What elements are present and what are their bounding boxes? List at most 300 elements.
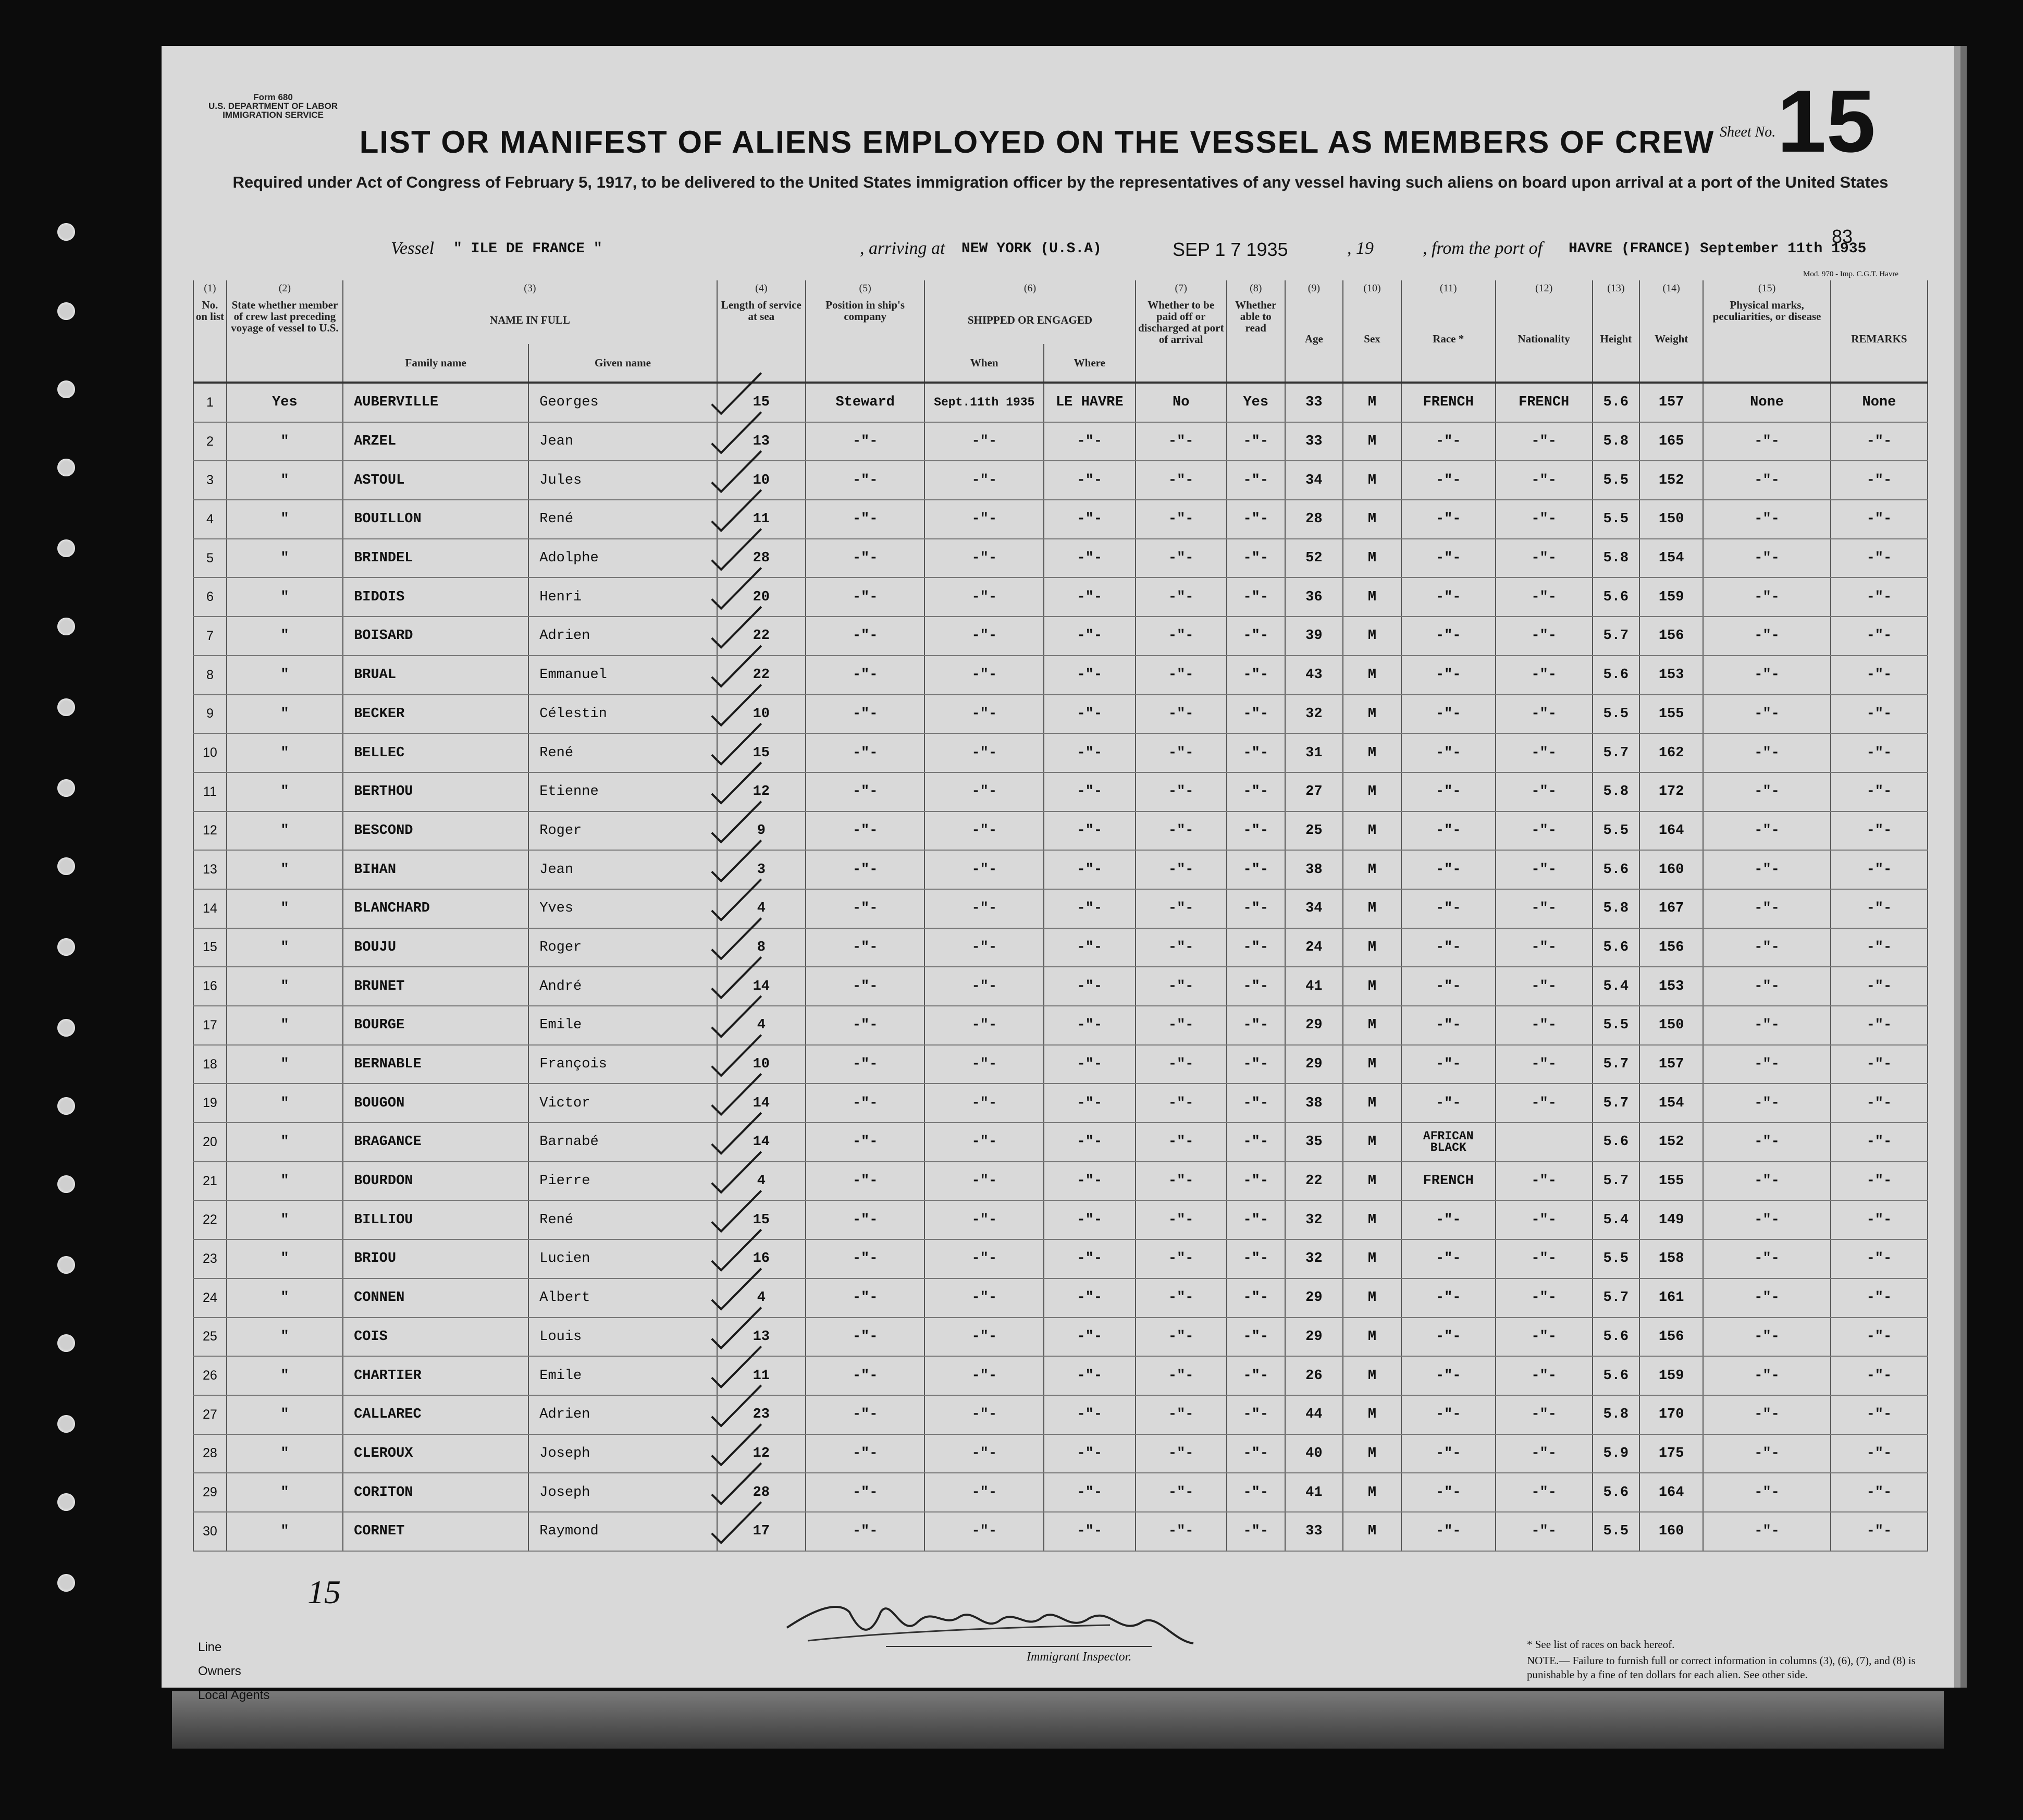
race-cell: -"- [1401,695,1496,734]
age-cell: 33 [1285,383,1343,422]
race-cell: -"- [1401,617,1496,656]
col-num: (8) [1227,280,1285,296]
binder-hole [57,1097,75,1115]
position-cell: -"- [806,461,925,500]
service-length-cell: 23 [717,1395,806,1434]
service-length-cell: 15 [717,733,806,772]
paid-off-cell: -"- [1136,656,1227,695]
shipped-when-cell: -"- [924,500,1044,539]
service-length-cell: 9 [717,811,806,851]
family-name-cell: COIS [343,1318,528,1357]
physical-marks-cell: -"- [1703,461,1831,500]
given-name-cell: Barnabé [528,1123,717,1162]
remarks-cell: -"- [1831,617,1928,656]
nationality-cell: FRENCH [1496,383,1593,422]
shipped-where-cell: -"- [1044,772,1135,811]
paid-off-cell: -"- [1136,811,1227,851]
weight-cell: 162 [1639,733,1703,772]
binder-hole [57,1574,75,1592]
remarks-cell: -"- [1831,772,1928,811]
binder-hole [57,380,75,398]
position-cell: -"- [806,617,925,656]
table-row [193,1473,1928,1512]
position-cell: -"- [806,1473,925,1512]
position-cell: -"- [806,1006,925,1045]
local-agents-label: Local Agents [198,1688,270,1702]
paid-off-cell: -"- [1136,500,1227,539]
race-cell: -"- [1401,656,1496,695]
service-length-cell: 16 [717,1239,806,1278]
height-cell: 5.6 [1593,656,1639,695]
shipped-where-cell: -"- [1044,733,1135,772]
shipped-where-cell: -"- [1044,1084,1135,1123]
family-name-cell: BOUJU [343,928,528,967]
given-name-cell: Joseph [528,1473,717,1512]
remarks-cell: -"- [1831,577,1928,617]
age-cell: 36 [1285,577,1343,617]
nationality-cell: -"- [1496,695,1593,734]
family-name-cell: BELLEC [343,733,528,772]
paid-off-cell: -"- [1136,617,1227,656]
race-cell: FRENCH [1401,1162,1496,1201]
paid-off-cell: -"- [1136,422,1227,461]
race-cell: -"- [1401,1395,1496,1434]
shipped-when-cell: -"- [924,928,1044,967]
height-cell: 5.4 [1593,967,1639,1006]
nationality-cell: -"- [1496,1006,1593,1045]
nationality-cell: -"- [1496,422,1593,461]
sex-cell: M [1343,1434,1401,1473]
sex-cell: M [1343,889,1401,928]
column-number-row [193,280,1928,296]
underlying-pages [172,1691,1944,1749]
position-cell: -"- [806,772,925,811]
member-state-cell: " [227,1084,343,1123]
owners-label: Owners [198,1664,241,1678]
member-state-cell: " [227,577,343,617]
nationality-cell: -"- [1496,1473,1593,1512]
binder-hole [57,223,75,241]
table-row [193,1123,1928,1162]
row-number-cell: 2 [193,422,227,461]
sex-cell: M [1343,733,1401,772]
shipped-when-cell: -"- [924,1278,1044,1318]
height-cell: 5.5 [1593,811,1639,851]
row-number-cell: 29 [193,1473,227,1512]
height-cell: 5.7 [1593,1084,1639,1123]
remarks-cell: -"- [1831,1084,1928,1123]
given-name-cell: Emile [528,1006,717,1045]
binder-hole [57,618,75,635]
nationality-cell: -"- [1496,733,1593,772]
col-num: (7) [1136,280,1227,296]
weight-cell: 156 [1639,617,1703,656]
able-read-cell: -"- [1227,1162,1285,1201]
table-row [193,772,1928,811]
shipped-where-cell: -"- [1044,1434,1135,1473]
able-read-cell: -"- [1227,656,1285,695]
age-cell: 43 [1285,656,1343,695]
row-number-cell: 30 [193,1512,227,1551]
nationality-cell: -"- [1496,811,1593,851]
physical-marks-cell: -"- [1703,1512,1831,1551]
physical-marks-cell: -"- [1703,1045,1831,1084]
given-name-cell: Victor [528,1084,717,1123]
physical-marks-cell: -"- [1703,1434,1831,1473]
remarks-cell: -"- [1831,967,1928,1006]
height-cell: 5.6 [1593,1318,1639,1357]
table-row [193,1434,1928,1473]
race-cell: -"- [1401,500,1496,539]
weight-cell: 157 [1639,383,1703,422]
row-number-cell: 21 [193,1162,227,1201]
able-read-cell: -"- [1227,422,1285,461]
shipped-when-cell: -"- [924,733,1044,772]
sex-cell: M [1343,695,1401,734]
header-sex: Sex [1343,296,1401,383]
vessel-label: Vessel [391,239,435,258]
remarks-cell: -"- [1831,850,1928,889]
member-state-cell: " [227,1162,343,1201]
service-length-cell: 10 [717,1045,806,1084]
position-cell: -"- [806,656,925,695]
service-length-cell: 17 [717,1512,806,1551]
height-cell: 5.6 [1593,928,1639,967]
position-cell: -"- [806,1356,925,1395]
paid-off-cell: No [1136,383,1227,422]
weight-cell: 150 [1639,500,1703,539]
sheet-number-label: Sheet No. [1720,124,1776,140]
member-state-cell: " [227,500,343,539]
position-cell: -"- [806,1200,925,1239]
form-number: Form 680 [253,92,293,102]
height-cell: 5.4 [1593,1200,1639,1239]
able-read-cell: -"- [1227,1356,1285,1395]
shipped-where-cell: -"- [1044,1318,1135,1357]
service-length-cell: 12 [717,1434,806,1473]
nationality-cell: -"- [1496,1512,1593,1551]
physical-marks-cell: -"- [1703,1318,1831,1357]
given-name-cell: Yves [528,889,717,928]
service-length-cell: 10 [717,461,806,500]
physical-marks-cell: -"- [1703,1123,1831,1162]
weight-cell: 172 [1639,772,1703,811]
sex-cell: M [1343,539,1401,578]
binder-hole [57,1334,75,1352]
shipped-where-cell: -"- [1044,1123,1135,1162]
able-read-cell: -"- [1227,500,1285,539]
col-num: (3) [343,280,717,296]
row-number-cell: 8 [193,656,227,695]
paid-off-cell: -"- [1136,1084,1227,1123]
row-number-cell: 3 [193,461,227,500]
weight-cell: 170 [1639,1395,1703,1434]
paid-off-cell: -"- [1136,1006,1227,1045]
race-cell: -"- [1401,461,1496,500]
remarks-cell: -"- [1831,1278,1928,1318]
service-length-cell: 4 [717,1162,806,1201]
table-row [193,617,1928,656]
service-length-cell: 12 [717,772,806,811]
remarks-cell: None [1831,383,1928,422]
table-row [193,1162,1928,1201]
row-number-cell: 23 [193,1239,227,1278]
paid-off-cell: -"- [1136,1356,1227,1395]
member-state-cell: " [227,422,343,461]
row-number-cell: 25 [193,1318,227,1357]
shipped-where-cell: -"- [1044,422,1135,461]
physical-marks-cell: -"- [1703,928,1831,967]
nationality-cell: -"- [1496,1084,1593,1123]
shipped-where-cell: -"- [1044,1473,1135,1512]
nationality-cell: -"- [1496,1434,1593,1473]
sex-cell: M [1343,577,1401,617]
sex-cell: M [1343,1356,1401,1395]
weight-cell: 167 [1639,889,1703,928]
table-row [193,539,1928,578]
family-name-cell: CORNET [343,1512,528,1551]
sex-cell: M [1343,811,1401,851]
age-cell: 31 [1285,733,1343,772]
able-read-cell: -"- [1227,617,1285,656]
given-name-cell: Emmanuel [528,656,717,695]
race-cell: AFRICAN BLACK [1401,1123,1496,1162]
shipped-when-cell: -"- [924,577,1044,617]
paid-off-cell: -"- [1136,1162,1227,1201]
header-when: When [924,344,1044,383]
inspector-signature [776,1591,1245,1654]
header-family-name: Family name [343,344,528,383]
position-cell: -"- [806,1162,925,1201]
row-number-cell: 19 [193,1084,227,1123]
paid-off-cell: -"- [1136,1473,1227,1512]
service-length-cell: 22 [717,617,806,656]
weight-cell: 164 [1639,811,1703,851]
member-state-cell: " [227,656,343,695]
sex-cell: M [1343,1200,1401,1239]
position-cell: -"- [806,811,925,851]
sex-cell: M [1343,1473,1401,1512]
given-name-cell: René [528,500,717,539]
given-name-cell: Raymond [528,1512,717,1551]
shipped-when-cell: -"- [924,1356,1044,1395]
shipped-when-cell: -"- [924,772,1044,811]
shipped-where-cell: -"- [1044,967,1135,1006]
paid-off-cell: -"- [1136,850,1227,889]
remarks-cell: -"- [1831,928,1928,967]
nationality-cell: -"- [1496,577,1593,617]
paid-off-cell: -"- [1136,539,1227,578]
paid-off-cell: -"- [1136,889,1227,928]
given-name-cell: Adrien [528,1395,717,1434]
shipped-when-cell: -"- [924,1395,1044,1434]
member-state-cell: " [227,889,343,928]
header-no-on-list: No. on list [193,296,227,383]
nationality-cell: -"- [1496,461,1593,500]
nationality-cell: -"- [1496,889,1593,928]
height-cell: 5.8 [1593,539,1639,578]
family-name-cell: BILLIOU [343,1200,528,1239]
age-cell: 44 [1285,1395,1343,1434]
age-cell: 28 [1285,500,1343,539]
height-cell: 5.7 [1593,1162,1639,1201]
paid-off-cell: -"- [1136,928,1227,967]
remarks-cell: -"- [1831,1434,1928,1473]
family-name-cell: BRUNET [343,967,528,1006]
age-cell: 39 [1285,617,1343,656]
height-cell: 5.5 [1593,1006,1639,1045]
form-identifier [208,93,338,119]
position-cell: Steward [806,383,925,422]
service-length-cell: 28 [717,539,806,578]
shipped-where-cell: -"- [1044,1239,1135,1278]
sex-cell: M [1343,461,1401,500]
table-row [193,577,1928,617]
sex-cell: M [1343,617,1401,656]
able-read-cell: -"- [1227,1278,1285,1318]
physical-marks-cell: -"- [1703,1395,1831,1434]
header-where: Where [1044,344,1135,383]
age-cell: 38 [1285,1084,1343,1123]
service-length-cell: 14 [717,1084,806,1123]
age-cell: 40 [1285,1434,1343,1473]
races-note: * See list of races on back hereof. [1527,1638,1675,1651]
shipped-when-cell: -"- [924,1318,1044,1357]
physical-marks-cell: -"- [1703,500,1831,539]
shipped-when-cell: -"- [924,1162,1044,1201]
given-name-cell: Joseph [528,1434,717,1473]
race-cell: -"- [1401,1318,1496,1357]
family-name-cell: BIDOIS [343,577,528,617]
service-length-cell: 14 [717,1123,806,1162]
remarks-cell: -"- [1831,1123,1928,1162]
sex-cell: M [1343,1045,1401,1084]
nationality-cell: -"- [1496,772,1593,811]
physical-marks-cell: -"- [1703,967,1831,1006]
age-cell: 27 [1285,772,1343,811]
race-cell: -"- [1401,422,1496,461]
family-name-cell: BOISARD [343,617,528,656]
given-name-cell: Adrien [528,617,717,656]
able-read-cell: -"- [1227,928,1285,967]
position-cell: -"- [806,1434,925,1473]
member-state-cell: " [227,772,343,811]
position-cell: -"- [806,577,925,617]
binder-hole [57,938,75,956]
weight-cell: 155 [1639,695,1703,734]
row-number-cell: 27 [193,1395,227,1434]
member-state-cell: " [227,1356,343,1395]
member-state-cell: " [227,539,343,578]
race-cell: -"- [1401,1084,1496,1123]
sex-cell: M [1343,772,1401,811]
given-name-cell: René [528,733,717,772]
able-read-cell: -"- [1227,1200,1285,1239]
remarks-cell: -"- [1831,422,1928,461]
shipped-where-cell: -"- [1044,1162,1135,1201]
able-read-cell: -"- [1227,1006,1285,1045]
member-state-cell: " [227,1512,343,1551]
height-cell: 5.5 [1593,695,1639,734]
race-cell: -"- [1401,539,1496,578]
shipped-where-cell: -"- [1044,1006,1135,1045]
position-cell: -"- [806,928,925,967]
weight-cell: 152 [1639,461,1703,500]
physical-marks-cell: -"- [1703,1200,1831,1239]
member-state-cell: " [227,1318,343,1357]
paid-off-cell: -"- [1136,461,1227,500]
header-state-member: State whether member of crew last preceding voyage of vessel to U.S. [227,296,343,383]
member-state-cell: " [227,1006,343,1045]
race-cell: -"- [1401,1200,1496,1239]
shipped-when-cell: -"- [924,461,1044,500]
header-weight: Weight [1639,296,1703,383]
header-able-read: Whether able to read [1227,296,1285,383]
race-cell: -"- [1401,1278,1496,1318]
sex-cell: M [1343,656,1401,695]
sex-cell: M [1343,1123,1401,1162]
age-cell: 29 [1285,1006,1343,1045]
family-name-cell: CHARTIER [343,1356,528,1395]
binder-hole [57,1256,75,1274]
sex-cell: M [1343,422,1401,461]
paid-off-cell: -"- [1136,1512,1227,1551]
crew-table [193,280,1928,1552]
vessel-info-line [193,239,1928,265]
physical-marks-cell: -"- [1703,850,1831,889]
weight-cell: 152 [1639,1123,1703,1162]
row-number-cell: 14 [193,889,227,928]
able-read-cell: -"- [1227,1318,1285,1357]
race-cell: -"- [1401,1356,1496,1395]
shipped-where-cell: -"- [1044,577,1135,617]
able-read-cell: -"- [1227,695,1285,734]
shipped-when-cell: -"- [924,1084,1044,1123]
remarks-cell: -"- [1831,461,1928,500]
height-cell: 5.6 [1593,1123,1639,1162]
member-state-cell: " [227,1434,343,1473]
race-cell: FRENCH [1401,383,1496,422]
height-cell: 5.8 [1593,772,1639,811]
able-read-cell: -"- [1227,461,1285,500]
position-cell: -"- [806,695,925,734]
able-read-cell: -"- [1227,1512,1285,1551]
member-state-cell: " [227,811,343,851]
age-cell: 34 [1285,889,1343,928]
physical-marks-cell: -"- [1703,1006,1831,1045]
row-number-cell: 5 [193,539,227,578]
given-name-cell: Louis [528,1318,717,1357]
service-length-cell: 28 [717,1473,806,1512]
position-cell: -"- [806,1395,925,1434]
shipped-where-cell: -"- [1044,1045,1135,1084]
physical-marks-cell: -"- [1703,811,1831,851]
col-num: (11) [1401,280,1496,296]
binder-hole [57,302,75,320]
shipped-when-cell: -"- [924,850,1044,889]
height-cell: 5.6 [1593,1356,1639,1395]
paid-off-cell: -"- [1136,1239,1227,1278]
shipped-when-cell: -"- [924,617,1044,656]
weight-cell: 160 [1639,1512,1703,1551]
family-name-cell: ARZEL [343,422,528,461]
row-number-cell: 24 [193,1278,227,1318]
member-state-cell: " [227,1395,343,1434]
family-name-cell: CORITON [343,1473,528,1512]
table-row [193,422,1928,461]
family-name-cell: BOUGON [343,1084,528,1123]
position-cell: -"- [806,539,925,578]
